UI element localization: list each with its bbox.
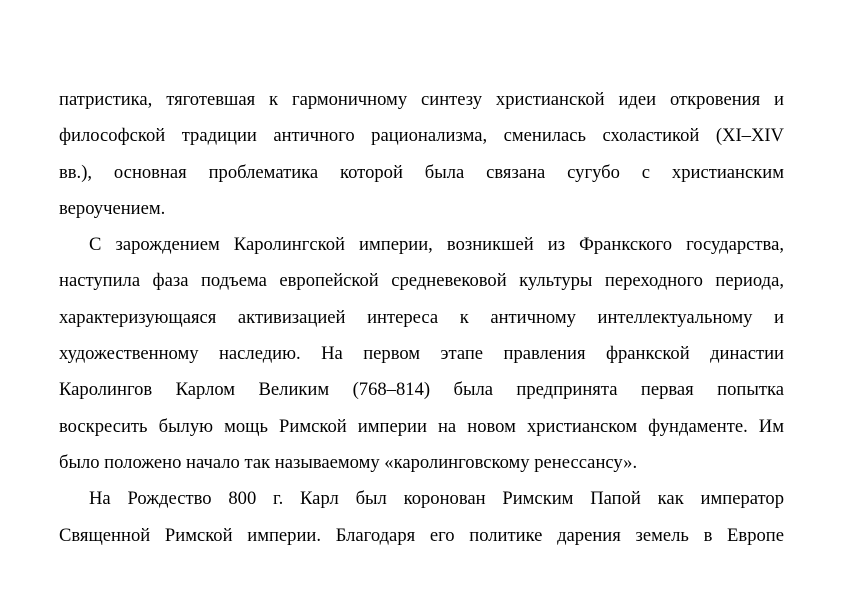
text-line: вероучением. bbox=[59, 197, 166, 219]
document-body-text bbox=[59, 82, 784, 554]
paragraph-first-line: На Рождество 800 г. Карл был коронован Римским Папой как император bbox=[89, 488, 784, 510]
text-line: Каролингов Карлом Великим (768–814) была предпринята первая попытка bbox=[59, 379, 784, 401]
text-line: Священной Римской империи. Благодаря его политике дарения земель в Европе bbox=[59, 524, 784, 546]
text-line: художественному наследию. На первом этапе правления франкской династии bbox=[59, 343, 784, 365]
text-line: было положено начало так называемому «каролинговскому ренессансу». bbox=[59, 451, 638, 473]
text-line: патристика, тяготевшая к гармоничному синтезу христианской идеи откровения и bbox=[59, 89, 784, 110]
text-line: вв.), основная проблематика которой была связана сугубо с христианским bbox=[59, 161, 784, 183]
paragraph-first-line: С зарождением Каролингской империи, возникшей из Франкского государства, bbox=[89, 234, 784, 256]
text-line: философской традиции античного рационализма, сменилась схоластикой (XI–XIV bbox=[59, 125, 784, 147]
text-line: воскресить былую мощь Римской империи на новом христианском фундаменте. Им bbox=[59, 415, 784, 437]
text-line: наступила фаза подъема европейской средневековой культуры переходного периода, bbox=[59, 270, 784, 292]
text-line: характеризующаяся активизацией интереса к античному интеллектуальному и bbox=[59, 306, 784, 328]
